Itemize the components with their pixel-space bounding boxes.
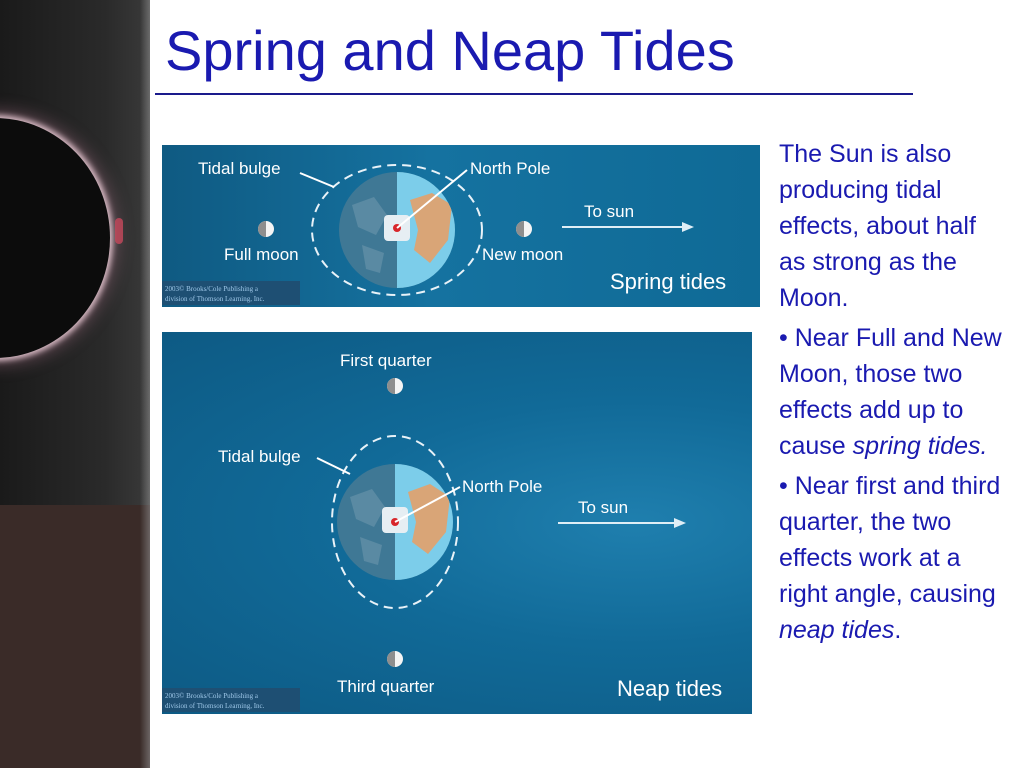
title-underline (155, 93, 913, 95)
new-moon-label: New moon (482, 245, 564, 264)
sidebar-lower-band (0, 505, 150, 768)
paragraph-sun-effect: The Sun is also producing tidal effects, about half as strong as the Moon. (779, 140, 976, 312)
full-moon-icon (258, 221, 274, 237)
solar-eclipse-image (0, 118, 110, 358)
decorative-sidebar (0, 0, 150, 768)
tidal-bulge-pointer (300, 173, 334, 187)
paragraph-neap-tides (779, 468, 1009, 648)
neap-tides-term: neap tides (779, 616, 895, 644)
north-pole-label: North Pole (462, 477, 543, 496)
to-sun-arrow (558, 518, 686, 528)
new-moon-icon (516, 221, 532, 237)
to-sun-label: To sun (578, 498, 629, 517)
copyright-line2: division of Thomson Learning, Inc. (165, 295, 265, 303)
third-quarter-label: Third quarter (337, 677, 435, 696)
neap-tides-period: . (894, 616, 902, 644)
full-moon-label: Full moon (224, 245, 299, 264)
solar-prominence (115, 218, 123, 244)
earth-globe (339, 165, 467, 295)
first-quarter-moon-icon (387, 378, 403, 394)
explanation-text (779, 136, 1009, 652)
third-quarter-moon-icon (387, 651, 403, 667)
earth-globe (337, 457, 465, 587)
north-pole-label: North Pole (470, 159, 551, 178)
to-sun-label: To sun (584, 202, 635, 221)
slide-title: Spring and Neap Tides (165, 19, 735, 82)
neap-tides-text: • Near first and third quarter, the two effects work at a right angle, causing (779, 472, 1001, 608)
neap-tides-caption: Neap tides (617, 676, 723, 701)
spring-tides-figure (162, 145, 760, 307)
copyright-line2: division of Thomson Learning, Inc. (165, 702, 265, 710)
spring-tides-text: • Near Full and New Moon, those two effects add up to cause (779, 324, 1002, 460)
tidal-bulge-pointer (317, 458, 350, 474)
spring-tides-term: spring tides. (852, 432, 988, 460)
copyright-line1: 2003© Brooks/Cole Publishing a (165, 285, 259, 293)
to-sun-arrow (562, 222, 694, 232)
spring-tides-caption: Spring tides (610, 269, 727, 294)
first-quarter-label: First quarter (340, 351, 432, 370)
sidebar-shadow (140, 0, 150, 768)
neap-tides-figure (162, 332, 752, 714)
copyright-line1: 2003© Brooks/Cole Publishing a (165, 692, 259, 700)
tidal-bulge-label: Tidal bulge (218, 447, 301, 466)
tidal-bulge-label: Tidal bulge (198, 159, 281, 178)
paragraph-spring-tides (779, 320, 1009, 464)
